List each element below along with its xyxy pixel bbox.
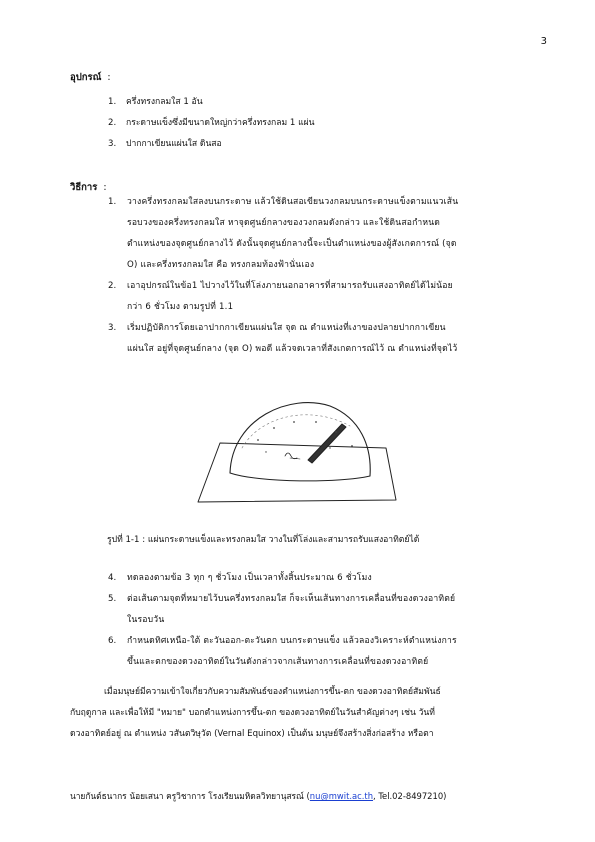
figure-caption: รูปที่ 1-1 : แผ่นกระดาษแข็งและทรงกลมใส วางในที่โล่งและสามารถรับแสงอาทิตย์ได้ xyxy=(107,535,420,545)
step-line: กว่า 6 ชั่วโมง ตามรูปที่ 1.1 xyxy=(127,302,234,312)
method-step xyxy=(108,631,528,673)
step-line: แผ่นใส อยู่ที่จุดศูนย์กลาง (จุด O) พอดี แล้วจดเวลาที่สังเกตการณ์ไว้ ณ ตำแหน่งที่จุดไว้ xyxy=(127,344,458,354)
step-line: ขึ้นและตกของดวงอาทิตย์ในวันดังกล่าวจากเส้นทางการเคลื่อนที่ของดวงอาทิตย์ xyxy=(127,657,429,667)
equipment-heading-text: อุปกรณ์ xyxy=(70,72,102,83)
step-number: 4. xyxy=(108,573,117,583)
equipment-heading-colon: : xyxy=(107,72,111,83)
equipment-item xyxy=(108,113,315,134)
step-number: 5. xyxy=(108,594,117,604)
method-step xyxy=(108,568,528,589)
equipment-item-number: 3. xyxy=(108,139,117,149)
step-number: 6. xyxy=(108,636,117,646)
step-number: 1. xyxy=(108,197,117,207)
step-line: ต่อเส้นตามจุดที่หมายไว้บนครึ่งทรงกลมใส ก็จะเห็นเส้นทางการเคลื่อนที่ของดวงอาทิตย์ xyxy=(127,594,456,604)
paragraph-line xyxy=(70,682,526,703)
method-heading xyxy=(70,180,107,195)
method-heading-colon: : xyxy=(103,182,107,193)
equipment-item-text: ครึ่งทรงกลมใส 1 อัน xyxy=(126,97,203,107)
method-step xyxy=(108,192,528,276)
step-line: ตำแหน่งของจุดศูนย์กลางไว้ ดังนั้นจุดศูนย์กลางนี้จะเป็นตำแหน่งของผู้สังเกตการณ์ (จุด xyxy=(127,239,457,249)
method-step xyxy=(108,276,528,318)
page-footer xyxy=(70,789,446,803)
hemisphere-illustration xyxy=(190,388,400,513)
equipment-item-number: 1. xyxy=(108,97,117,107)
step-line: O) และครึ่งทรงกลมใส คือ ทรงกลมท้องฟ้านั่นเอง xyxy=(127,260,315,270)
equipment-item-text: กระดาษแข็งซึ่งมีขนาดใหญ่กว่าครึ่งทรงกลม 1 แผ่น xyxy=(126,118,315,128)
step-number: 2. xyxy=(108,281,117,291)
step-line: กำหนดทิศเหนือ-ใต้ ตะวันออก-ตะวันตก บนกระดาษแข็ง แล้วลองวิเคราะห์ตำแหน่งการ xyxy=(127,636,457,646)
footer-email-link[interactable]: nu@mwit.ac.th xyxy=(309,791,374,801)
equipment-item-text: ปากกาเขียนแผ่นใส ดินสอ xyxy=(126,139,222,149)
equipment-heading xyxy=(70,70,111,85)
page-number: 3 xyxy=(540,36,547,47)
step-line: วางครึ่งทรงกลมใสลงบนกระดาษ แล้วใช้ดินสอเขียนวงกลมบนกระดาษแข็งตามแนวเส้น xyxy=(127,197,459,207)
paragraph-line: ดวงอาทิตย์อยู่ ณ ตำแหน่ง วสันตวิษุวัต (Vernal Equinox) เป็นต้น มนุษย์จึงสร้างสิ่งก่อสร้าง หรือตา xyxy=(70,729,434,739)
paragraph-line-text: เมื่อมนุษย์มีความเข้าใจเกี่ยวกับความสัมพันธ์ของตำแหน่งการขึ้น-ตก ของดวงอาทิตย์สัมพันธ์ xyxy=(104,687,441,697)
equipment-item-number: 2. xyxy=(108,118,117,128)
body-paragraph xyxy=(70,682,526,745)
step-number: 3. xyxy=(108,323,117,333)
paragraph-line: กับฤดูกาล และเพื่อให้มี "หมาย" บอกตำแหน่งการขึ้น-ตก ของดวงอาทิตย์ในวันสำคัญต่างๆ เช่น วันที่ xyxy=(70,708,435,718)
hemisphere-base xyxy=(230,473,370,481)
equipment-item xyxy=(108,92,203,113)
method-step xyxy=(108,589,528,631)
step-line: ทดลองตามข้อ 3 ทุก ๆ ชั่วโมง เป็นเวลาทั้งสิ้นประมาณ 6 ชั่วโมง xyxy=(127,573,372,583)
step-line: เริ่มปฏิบัติการโดยเอาปากกาเขียนแผ่นใส จุด ณ ตำแหน่งที่เงาของปลายปากกาเขียน xyxy=(127,323,446,333)
footer-author: นายกันต์ธนากร น้อยเสนา ครูวิชาการ โรงเรียนมหิดลวิทยานุสรณ์ ( xyxy=(70,791,310,801)
footer-phone: , Tel.02-8497210) xyxy=(373,791,447,801)
marker-dots xyxy=(257,421,353,453)
equipment-item xyxy=(108,134,222,155)
pen xyxy=(308,424,346,463)
method-step xyxy=(108,318,528,360)
step-line: ในรอบวัน xyxy=(127,615,165,625)
step-line: รอบวงของครึ่งทรงกลมใส หาจุดศูนย์กลางของวงกลมดังกล่าว และใช้ดินสอกำหนด xyxy=(127,218,441,228)
method-heading-text: วิธีการ xyxy=(70,182,98,193)
hemisphere-dome xyxy=(230,403,370,476)
step-line: เอาอุปกรณ์ในข้อ1 ไปวางไว้ในที่โล่งภายนอกอาคารที่สามารถรับแสงอาทิตย์ได้ไม่น้อย xyxy=(127,281,453,291)
cardboard-sheet xyxy=(198,443,396,502)
